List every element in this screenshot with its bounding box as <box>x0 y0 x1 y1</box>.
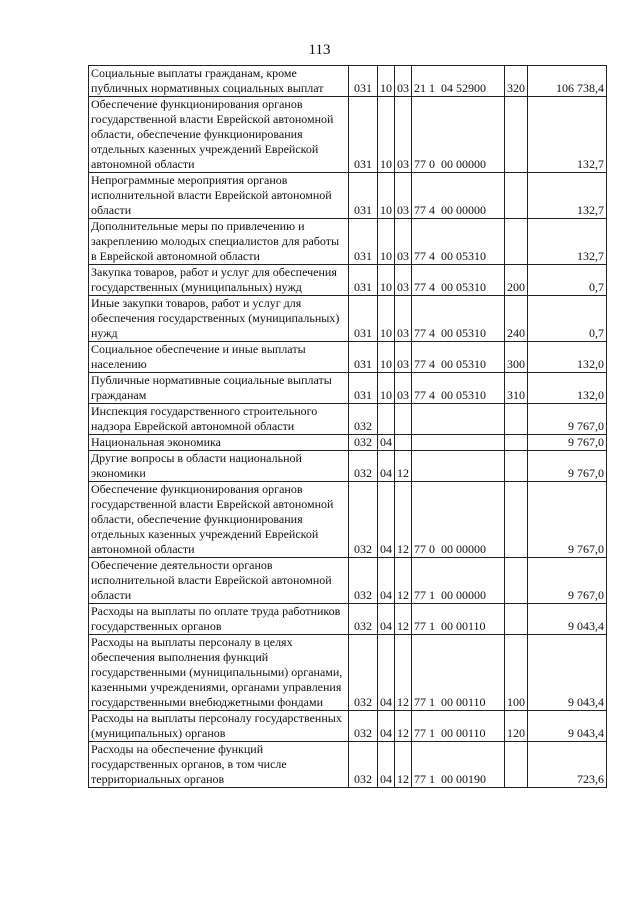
subsection-code-cell: 12 <box>395 558 412 604</box>
sum-cell: 9 767,0 <box>528 558 607 604</box>
expense-type-code-cell <box>505 435 528 451</box>
section-code-cell: 04 <box>378 558 395 604</box>
sum-cell: 132,0 <box>528 342 607 373</box>
target-article-code-cell: 77 1 00 00190 <box>412 742 505 788</box>
target-article-code-cell <box>412 404 505 435</box>
row-name-cell: Расходы на выплаты персоналу государственных (муниципальных) органов <box>89 711 349 742</box>
target-article-code-cell <box>412 435 505 451</box>
admin-code-cell: 032 <box>349 711 378 742</box>
table-row <box>89 635 607 711</box>
section-code-cell: 10 <box>378 66 395 97</box>
subsection-code-cell: 03 <box>395 219 412 265</box>
budget-table <box>88 65 607 788</box>
table-row <box>89 173 607 219</box>
expense-type-code-cell: 320 <box>505 66 528 97</box>
subsection-code-cell: 03 <box>395 66 412 97</box>
row-name-cell: Расходы на выплаты персоналу в целях обеспечения выполнения функций государственными (муниципальными) органами, казенными учреждениями, органами управления государственными внебюджетными фондами <box>89 635 349 711</box>
table-row <box>89 296 607 342</box>
target-article-code-cell <box>412 451 505 482</box>
row-name-cell: Социальное обеспечение и иные выплаты населению <box>89 342 349 373</box>
admin-code-cell: 031 <box>349 66 378 97</box>
table-row <box>89 742 607 788</box>
expense-type-code-cell <box>505 742 528 788</box>
section-code-cell: 10 <box>378 342 395 373</box>
section-code-cell: 10 <box>378 219 395 265</box>
expense-type-code-cell: 300 <box>505 342 528 373</box>
section-code-cell: 10 <box>378 173 395 219</box>
section-code-cell: 04 <box>378 482 395 558</box>
target-article-code-cell: 77 4 00 05310 <box>412 342 505 373</box>
target-article-code-cell: 77 1 00 00110 <box>412 635 505 711</box>
subsection-code-cell: 12 <box>395 635 412 711</box>
target-article-code-cell: 77 1 00 00000 <box>412 558 505 604</box>
expense-type-code-cell <box>505 404 528 435</box>
expense-type-code-cell: 240 <box>505 296 528 342</box>
row-name-cell: Закупка товаров, работ и услуг для обеспечения государственных (муниципальных) нужд <box>89 265 349 296</box>
table-row <box>89 482 607 558</box>
subsection-code-cell: 03 <box>395 265 412 296</box>
section-code-cell: 04 <box>378 451 395 482</box>
admin-code-cell: 032 <box>349 404 378 435</box>
row-name-cell: Обеспечение функционирования органов государственной власти Еврейской автономной области, обеспечение функционирования отдельных казенных учреждений Еврейской автономной области <box>89 97 349 173</box>
subsection-code-cell: 12 <box>395 451 412 482</box>
target-article-code-cell: 77 4 00 00000 <box>412 173 505 219</box>
sum-cell: 132,7 <box>528 173 607 219</box>
table-row <box>89 404 607 435</box>
table-row <box>89 373 607 404</box>
target-article-code-cell: 77 4 00 05310 <box>412 265 505 296</box>
row-name-cell: Инспекция государственного строительного надзора Еврейской автономной области <box>89 404 349 435</box>
admin-code-cell: 031 <box>349 373 378 404</box>
subsection-code-cell: 12 <box>395 482 412 558</box>
subsection-code-cell: 03 <box>395 97 412 173</box>
row-name-cell: Национальная экономика <box>89 435 349 451</box>
subsection-code-cell <box>395 435 412 451</box>
expense-type-code-cell: 200 <box>505 265 528 296</box>
row-name-cell: Социальные выплаты гражданам, кроме публичных нормативных социальных выплат <box>89 66 349 97</box>
expense-type-code-cell: 100 <box>505 635 528 711</box>
section-code-cell: 04 <box>378 604 395 635</box>
row-name-cell: Иные закупки товаров, работ и услуг для обеспечения государственных (муниципальных) нужд <box>89 296 349 342</box>
subsection-code-cell: 03 <box>395 296 412 342</box>
sum-cell: 9 043,4 <box>528 604 607 635</box>
target-article-code-cell: 77 4 00 05310 <box>412 219 505 265</box>
target-article-code-cell: 77 0 00 00000 <box>412 482 505 558</box>
sum-cell: 132,0 <box>528 373 607 404</box>
sum-cell: 132,7 <box>528 97 607 173</box>
admin-code-cell: 031 <box>349 97 378 173</box>
target-article-code-cell: 77 1 00 00110 <box>412 711 505 742</box>
expense-type-code-cell: 120 <box>505 711 528 742</box>
admin-code-cell: 031 <box>349 173 378 219</box>
target-article-code-cell: 21 1 04 52900 <box>412 66 505 97</box>
section-code-cell <box>378 404 395 435</box>
table-row <box>89 451 607 482</box>
subsection-code-cell: 03 <box>395 173 412 219</box>
admin-code-cell: 031 <box>349 296 378 342</box>
section-code-cell: 10 <box>378 373 395 404</box>
table-row <box>89 97 607 173</box>
table-row <box>89 219 607 265</box>
sum-cell: 0,7 <box>528 296 607 342</box>
expense-type-code-cell <box>505 482 528 558</box>
table-row <box>89 342 607 373</box>
section-code-cell: 04 <box>378 435 395 451</box>
table-row <box>89 66 607 97</box>
section-code-cell: 10 <box>378 265 395 296</box>
row-name-cell: Обеспечение функционирования органов государственной власти Еврейской автономной области, обеспечение функционирования отдельных казенных учреждений Еврейской автономной области <box>89 482 349 558</box>
table-row <box>89 711 607 742</box>
section-code-cell: 04 <box>378 635 395 711</box>
admin-code-cell: 032 <box>349 435 378 451</box>
sum-cell: 9 767,0 <box>528 451 607 482</box>
admin-code-cell: 032 <box>349 742 378 788</box>
sum-cell: 9 043,4 <box>528 711 607 742</box>
section-code-cell: 10 <box>378 296 395 342</box>
admin-code-cell: 032 <box>349 604 378 635</box>
expense-type-code-cell <box>505 451 528 482</box>
expense-type-code-cell <box>505 219 528 265</box>
table-row <box>89 604 607 635</box>
sum-cell: 9 767,0 <box>528 482 607 558</box>
sum-cell: 9 767,0 <box>528 404 607 435</box>
subsection-code-cell: 03 <box>395 342 412 373</box>
subsection-code-cell: 12 <box>395 742 412 788</box>
page-number: 113 <box>308 42 331 58</box>
table-row <box>89 558 607 604</box>
expense-type-code-cell <box>505 604 528 635</box>
row-name-cell: Дополнительные меры по привлечению и закреплению молодых специалистов для работы в Еврейской автономной области <box>89 219 349 265</box>
subsection-code-cell: 12 <box>395 711 412 742</box>
subsection-code-cell: 03 <box>395 373 412 404</box>
admin-code-cell: 031 <box>349 342 378 373</box>
sum-cell: 723,6 <box>528 742 607 788</box>
subsection-code-cell: 12 <box>395 604 412 635</box>
row-name-cell: Расходы на выплаты по оплате труда работников государственных органов <box>89 604 349 635</box>
expense-type-code-cell <box>505 558 528 604</box>
row-name-cell: Другие вопросы в области национальной экономики <box>89 451 349 482</box>
target-article-code-cell: 77 1 00 00110 <box>412 604 505 635</box>
admin-code-cell: 032 <box>349 451 378 482</box>
row-name-cell: Публичные нормативные социальные выплаты гражданам <box>89 373 349 404</box>
sum-cell: 106 738,4 <box>528 66 607 97</box>
expense-type-code-cell <box>505 173 528 219</box>
admin-code-cell: 032 <box>349 635 378 711</box>
budget-table-body <box>89 66 607 788</box>
sum-cell: 0,7 <box>528 265 607 296</box>
section-code-cell: 04 <box>378 742 395 788</box>
sum-cell: 132,7 <box>528 219 607 265</box>
expense-type-code-cell: 310 <box>505 373 528 404</box>
expense-type-code-cell <box>505 97 528 173</box>
row-name-cell: Обеспечение деятельности органов исполнительной власти Еврейской автономной области <box>89 558 349 604</box>
row-name-cell: Непрограммные мероприятия органов исполнительной власти Еврейской автономной области <box>89 173 349 219</box>
row-name-cell: Расходы на обеспечение функций государственных органов, в том числе территориальных органов <box>89 742 349 788</box>
admin-code-cell: 031 <box>349 219 378 265</box>
sum-cell: 9 767,0 <box>528 435 607 451</box>
admin-code-cell: 032 <box>349 482 378 558</box>
admin-code-cell: 032 <box>349 558 378 604</box>
table-row <box>89 265 607 296</box>
sum-cell: 9 043,4 <box>528 635 607 711</box>
section-code-cell: 10 <box>378 97 395 173</box>
target-article-code-cell: 77 0 00 00000 <box>412 97 505 173</box>
section-code-cell: 04 <box>378 711 395 742</box>
subsection-code-cell <box>395 404 412 435</box>
admin-code-cell: 031 <box>349 265 378 296</box>
table-row <box>89 435 607 451</box>
target-article-code-cell: 77 4 00 05310 <box>412 373 505 404</box>
target-article-code-cell: 77 4 00 05310 <box>412 296 505 342</box>
